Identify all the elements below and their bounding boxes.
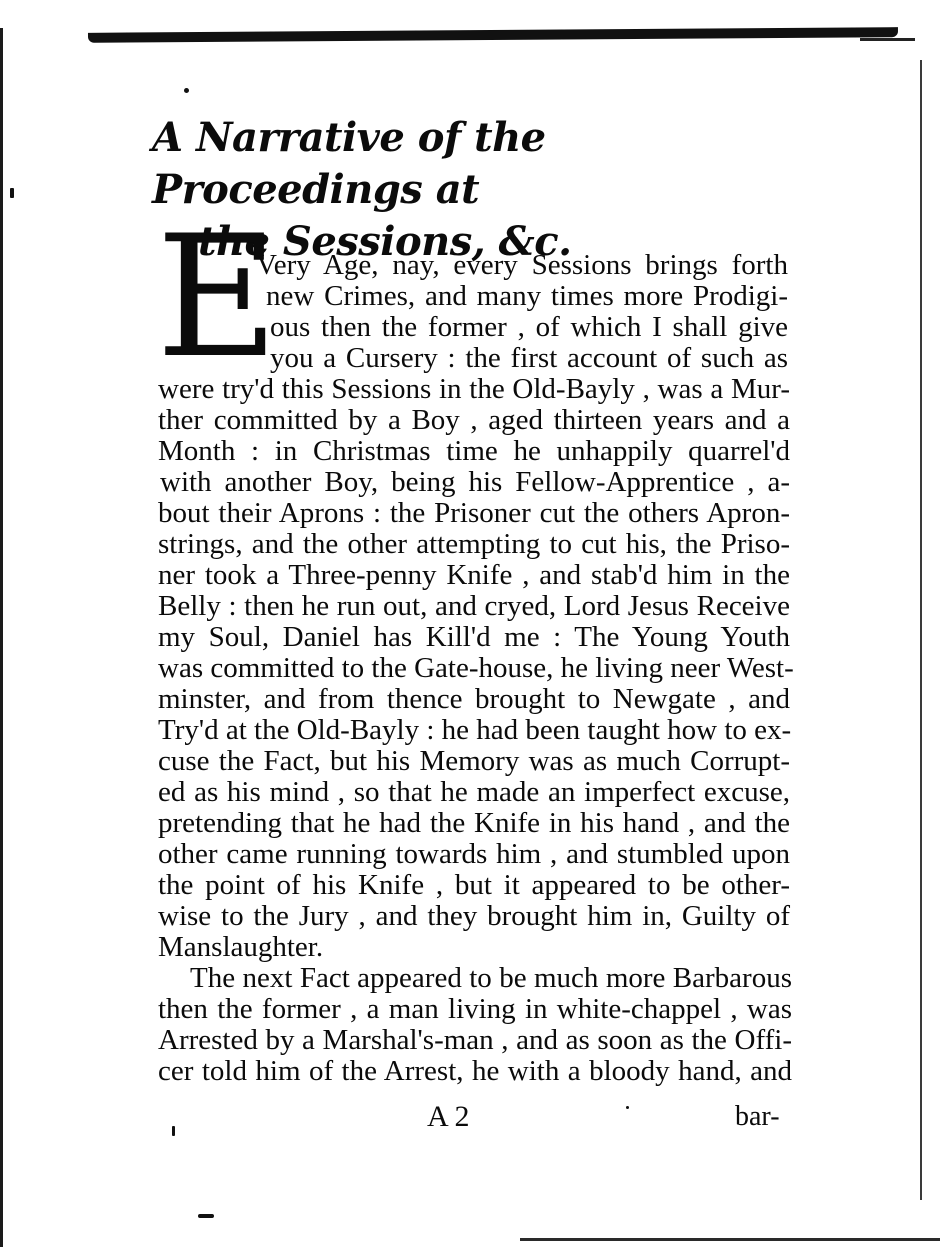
text-line: minster, and from thence brought to Newgate , and <box>158 683 790 715</box>
text-line: ous then the former , of which I shall give <box>270 311 788 343</box>
text-line: then the former , a man living in white-chappel , was <box>158 993 792 1025</box>
heading-line-1: A Narrative of the Proceedings at <box>152 114 546 213</box>
page-edge-right <box>920 60 922 1200</box>
text-line: Very Age, nay, every Sessions brings forth <box>256 249 788 281</box>
text-line: were try'd this Sessions in the Old-Bayly , was a Mur- <box>158 373 790 405</box>
text-line: Belly : then he run out, and cryed, Lord Jesus Receive <box>158 590 790 622</box>
text-line: ed as his mind , so that he made an imperfect excuse, <box>158 776 790 808</box>
signature-mark: A 2 <box>427 1100 470 1133</box>
text-line: the point of his Knife , but it appeared to be other- <box>158 869 790 901</box>
text-line: pretending that he had the Knife in his hand , and the <box>158 807 790 839</box>
drop-cap: E <box>156 199 279 395</box>
text-line: ther committed by a Boy , aged thirteen years and a <box>158 404 790 436</box>
speck <box>10 188 14 198</box>
heading-line-2: the Sessions, &c. <box>198 218 572 265</box>
speck <box>172 1126 175 1136</box>
text-line: ner took a Three-penny Knife , and stab'd him in the <box>158 559 790 591</box>
page-edge-bottom <box>520 1238 940 1241</box>
text-line: new Crimes, and many times more Prodigi- <box>266 280 788 312</box>
text-line: Manslaughter. <box>158 931 324 963</box>
text-line: Arrested by a Marshal's-man , and as soon as the Offi- <box>158 1024 792 1056</box>
text-line: Month : in Christmas time he unhappily quarrel'd <box>158 435 790 467</box>
text-line: Try'd at the Old-Bayly : he had been taught how to ex- <box>158 714 792 746</box>
text-line: wise to the Jury , and they brought him in, Guilty of <box>158 900 790 932</box>
page-edge-top-right <box>860 38 915 41</box>
text-line: my Soul, Daniel has Kill'd me : The Young Youth <box>158 621 790 653</box>
text-line: you a Cursery : the first account of such as <box>270 342 788 374</box>
text-line: strings, and the other attempting to cut his, the Priso- <box>158 528 790 560</box>
text-line: The next Fact appeared to be much more Barbarous <box>190 962 792 994</box>
speck <box>626 1106 629 1109</box>
speck <box>184 88 189 93</box>
catchword: bar- <box>735 1101 780 1132</box>
text-line: was committed to the Gate-house, he living neer West- <box>158 652 794 684</box>
text-line: other came running towards him , and stumbled upon <box>158 838 790 870</box>
text-line: cer told him of the Arrest, he with a bloody hand, and <box>158 1055 792 1087</box>
text-line: cuse the Fact, but his Memory was as much Corrupt- <box>158 745 790 777</box>
text-line: with another Boy, being his Fellow-Apprentice , a- <box>160 466 790 498</box>
page-edge-left <box>0 28 3 1247</box>
text-line: bout their Aprons : the Prisoner cut the others Apron- <box>158 497 790 529</box>
speck <box>198 1214 214 1218</box>
page-edge-top <box>88 27 898 43</box>
